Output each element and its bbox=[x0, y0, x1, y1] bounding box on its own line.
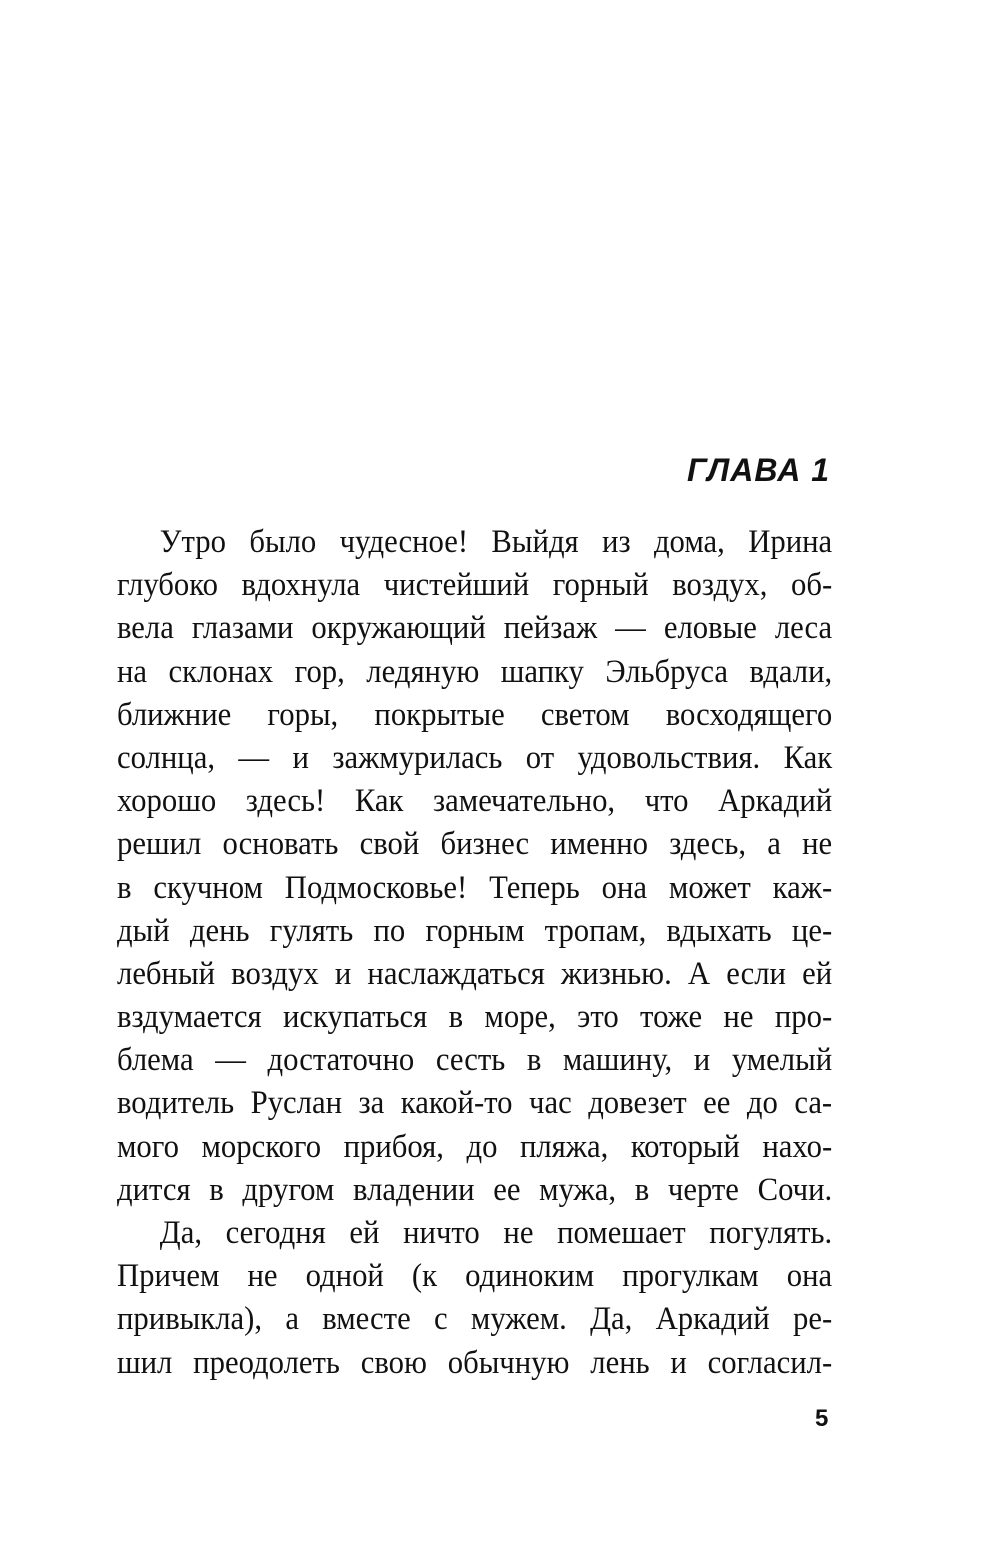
text-line: вела глазами окружающий пейзаж — еловые леса bbox=[117, 610, 833, 647]
text-line: вздумается искупаться в море, это тоже не про- bbox=[117, 999, 833, 1036]
text-line: Причем не одной (к одиноким прогулкам она bbox=[117, 1258, 833, 1295]
text-line: водитель Руслан за какой-то час довезет ее до са- bbox=[117, 1085, 833, 1122]
text-line: решил основать свой бизнес именно здесь, а не bbox=[117, 826, 833, 863]
text-line: на склонах гор, ледяную шапку Эльбруса вдали, bbox=[117, 653, 833, 690]
text-line: блема — достаточно сесть в машину, и умелый bbox=[117, 1042, 833, 1079]
text-line: привыкла), а вместе с мужем. Да, Аркадий ре- bbox=[117, 1301, 833, 1338]
text-line: хорошо здесь! Как замечательно, что Аркадий bbox=[117, 783, 833, 820]
text-line: дый день гулять по горным тропам, вдыхать це- bbox=[117, 912, 833, 949]
page-number: 5 bbox=[815, 1405, 829, 1432]
text-line: лебный воздух и наслаждаться жизнью. А если ей bbox=[117, 955, 833, 992]
text-line: ближние горы, покрытые светом восходящего bbox=[117, 696, 833, 733]
text-line: шил преодолеть свою обычную лень и согласил- bbox=[117, 1344, 833, 1381]
paragraph-2 bbox=[117, 1212, 833, 1385]
chapter-title: ГЛАВА 1 bbox=[687, 452, 830, 488]
text-line: Утро было чудесное! Выйдя из дома, Ирина bbox=[159, 524, 833, 560]
paragraph-1 bbox=[117, 521, 833, 1212]
body-text bbox=[117, 521, 833, 1385]
text-line: мого морского прибоя, до пляжа, который нахо- bbox=[117, 1128, 833, 1165]
text-line: Да, сегодня ей ничто не помешает погулять. bbox=[159, 1215, 833, 1251]
text-line: дится в другом владении ее мужа, в черте Сочи. bbox=[117, 1171, 833, 1208]
text-line: в скучном Подмосковье! Теперь она может каж- bbox=[117, 869, 833, 906]
text-line: солнца, — и зажмурилась от удовольствия. Как bbox=[117, 739, 833, 776]
text-line: глубоко вдохнула чистейший горный воздух, об- bbox=[117, 567, 833, 604]
